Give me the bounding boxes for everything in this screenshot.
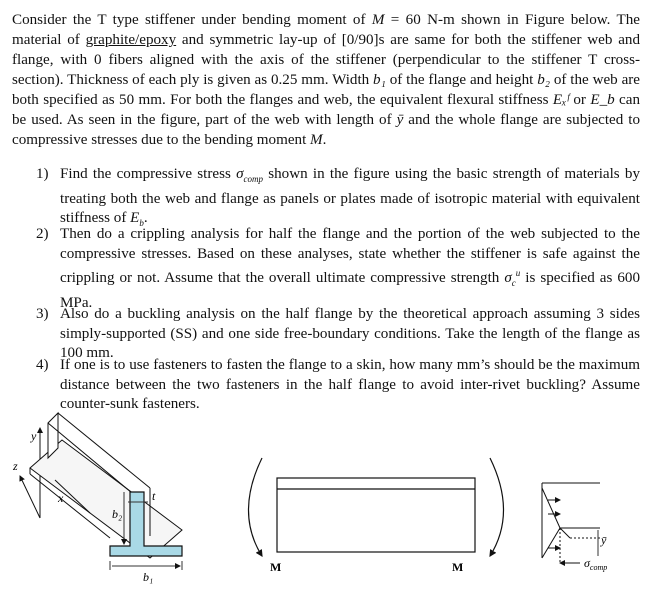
sigma-subscript: c (511, 278, 516, 289)
intro-text: and symmetric lay-up of [0/90]s are same for both the stiffener web and flange, with 0 fibers aligned with the axis of the stiffener (perpendicular to the stiffener T cross-section). Thickness of each ply is given as 0.25 mm. Width (12, 32, 640, 88)
problem-statement (12, 10, 640, 150)
text: shown in the figure using the basic strength of materials by treating both the web and flange as panels or plates made of isotropic material with equivalent stiffness of (60, 166, 641, 227)
b2-symbol: b₂ (537, 72, 550, 88)
intro-text: can be used. As seen in the figure, part of the web with length of (12, 92, 641, 128)
eb-symbol: E (130, 210, 140, 227)
question-2 (36, 225, 640, 313)
z-axis (20, 476, 40, 518)
question-1 (36, 165, 640, 234)
text: Find the compressive stress (60, 166, 237, 182)
intro-text: . (322, 132, 327, 148)
ybar-label: ȳ (601, 533, 607, 547)
flange-top (30, 440, 182, 558)
sigma-subscript: comp (589, 563, 608, 572)
text: is specified as 600 MPa. (60, 270, 640, 311)
intro-text: or (568, 92, 591, 108)
exf-symbol: Eₓᶠ (552, 92, 569, 108)
intro-text: of the web are both specified as 50 mm. For both the flanges and web, the equivalent flexural stiffness (12, 72, 640, 108)
figure-svg (0, 418, 670, 603)
sigma-superscript: u (515, 268, 521, 278)
eb-symbol: E_b (590, 92, 615, 108)
text: . (143, 210, 148, 227)
moment-right-label: M (452, 560, 464, 574)
question-number: 3) (36, 306, 49, 322)
intro-text: Consider the T type stiffener under bending moment of (12, 12, 372, 28)
sigma-subscript: comp (243, 174, 264, 185)
b1-symbol: b₁ (373, 72, 386, 88)
intro-text: = 60 N-m shown in Figure below. The material of (12, 12, 640, 48)
question-number: 1) (36, 166, 49, 182)
sigma-symbol: σ (236, 166, 244, 182)
sigma-comp-label (584, 556, 607, 572)
eb-subscript: b (139, 218, 144, 229)
b1-label: b₁ (143, 570, 154, 584)
stress-distribution (542, 483, 600, 563)
moment-symbol: M (310, 132, 323, 148)
question-text: If one is to use fasteners to fasten the flange to a skin, how many mm’s should be the maximum distance between the two fasteners in the half flange to avoid inter-rivet buckling? Assume counter-sunk fasteners. (60, 357, 640, 412)
intro-text: and the whole flange are subjected to compressive stresses due to the bending moment (12, 112, 640, 148)
y-axis-label: y (31, 429, 37, 443)
question-number: 4) (36, 357, 49, 373)
material-link[interactable]: graphite/epoxy (85, 32, 177, 48)
moment-arrow-right (490, 458, 504, 556)
sigma-symbol: σ (584, 556, 590, 570)
t-label: t (152, 489, 156, 503)
moment-left-label: M (270, 560, 282, 574)
text: Then do a crippling analysis for half the flange and the portion of the web subjected to the compressive stresses. Based on these analyses, state whether the stiffener is safe against the crippling or not. Assume that the overall ultimate compressive strength (60, 226, 640, 287)
sigma-symbol: σ (504, 270, 512, 287)
question-4 (36, 356, 640, 415)
ybar-symbol: ȳ (396, 112, 404, 128)
b2-label: b₂ (112, 507, 123, 521)
question-text: Also do a buckling analysis on the half flange by the theoretical approach assuming 3 sides simply-supported (SS) and one side free-boundary conditions. Take the length of the flange as 100 mm. (60, 306, 640, 361)
stiffener-figure (0, 418, 670, 603)
x-axis-label: x (58, 491, 64, 505)
moment-arrow-left (249, 458, 263, 556)
t-stiffener-3d (20, 413, 182, 570)
question-text (60, 165, 640, 234)
beam-bending (249, 458, 504, 556)
intro-text: of the flange and height (385, 72, 538, 88)
moment-symbol: M (371, 12, 385, 28)
question-number: 2) (36, 226, 49, 242)
question-3 (36, 305, 640, 364)
z-axis-label: z (13, 459, 18, 473)
question-text (60, 225, 640, 313)
